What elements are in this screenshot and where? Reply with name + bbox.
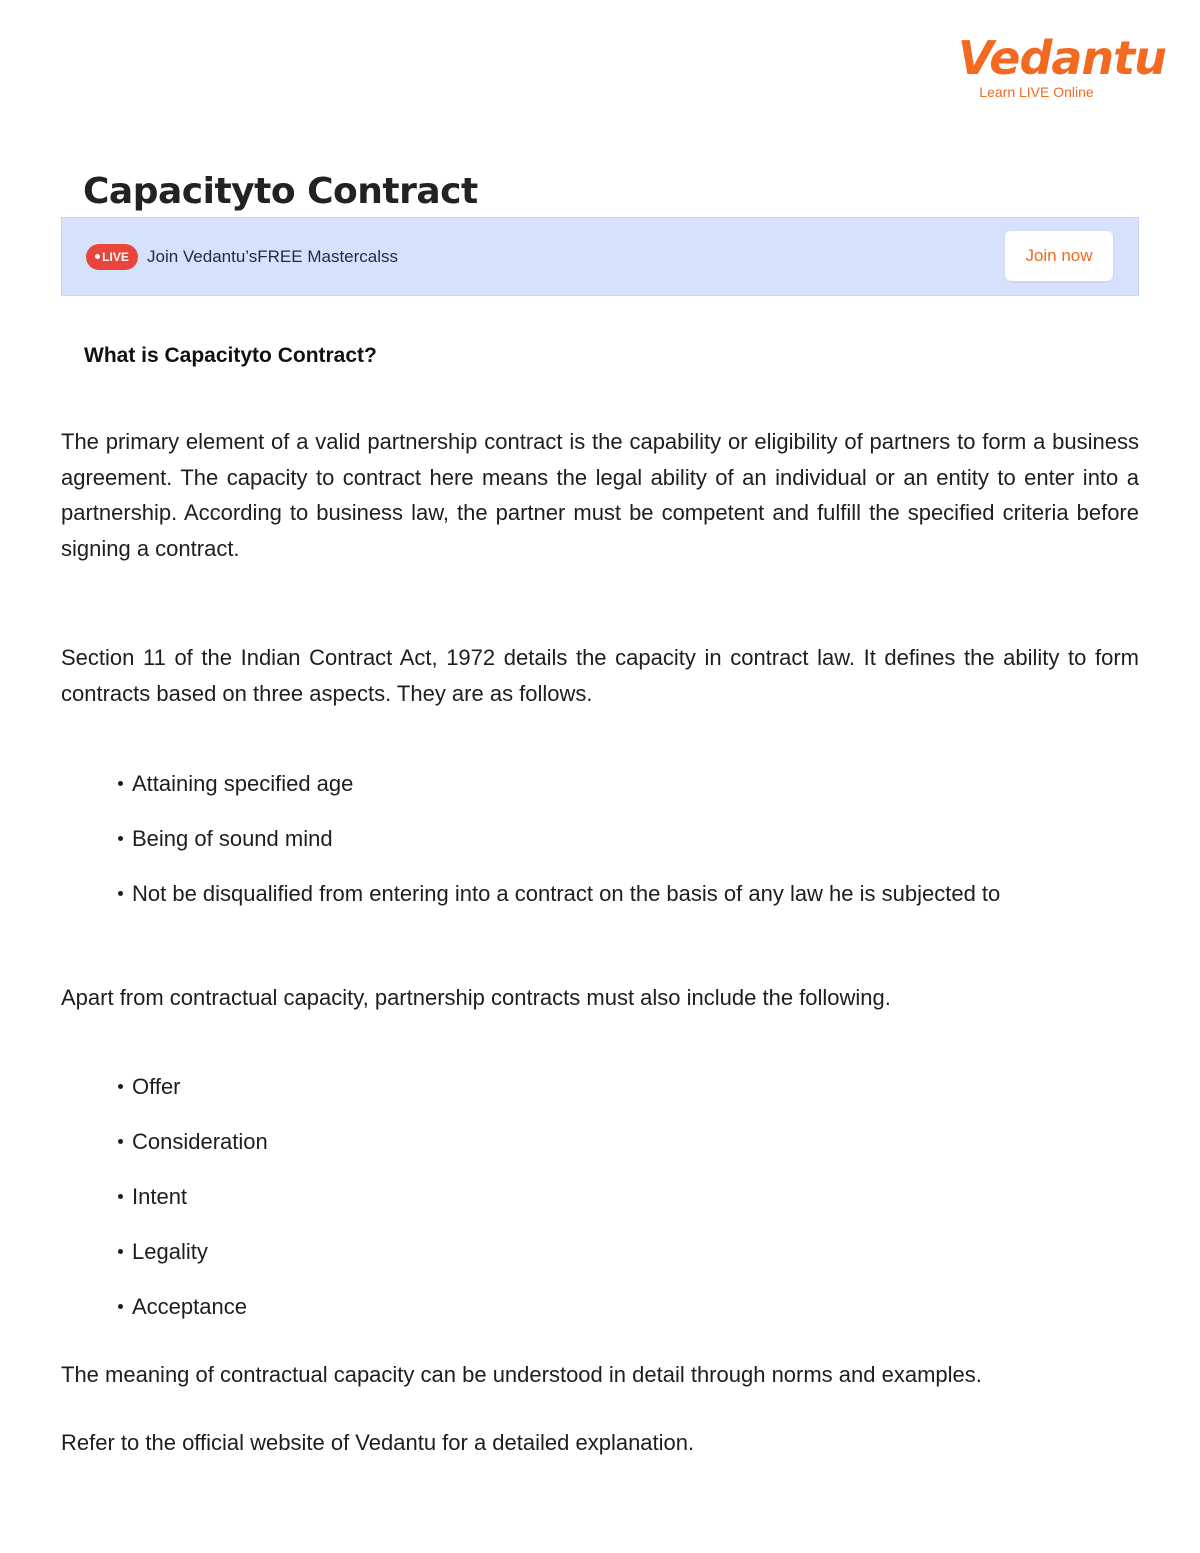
join-now-button[interactable]: Join now [1005,231,1113,281]
list-item-text: Not be disqualified from entering into a contract on the basis of any law he is subjected to [132,881,1001,906]
meaning-paragraph: The meaning of contractual capacity can be understood in detail through norms and examples. [61,1362,982,1387]
list-item-text: Offer [132,1074,181,1099]
banner-text: Join Vedantu’sFREE Mastercalss [147,247,399,266]
list-item-text: Intent [132,1184,188,1209]
list-item-text: Being of sound mind [132,826,333,851]
list-item [116,821,1136,856]
list-item [116,766,1136,801]
list-item [116,876,1136,911]
bullet-icon [118,836,123,841]
list-item-text: Consideration [132,1129,268,1154]
section-heading: What is Capacityto Contract? [84,344,377,367]
live-badge-label: LIVE [102,250,129,264]
bullet-icon [118,781,123,786]
vedantu-logo [958,31,1166,100]
list-item-text: Legality [132,1239,208,1264]
list-item [116,1069,1136,1104]
page-title: Capacityto Contract [83,171,478,212]
bullet-icon [118,1084,123,1089]
intro-paragraph: The primary element of a valid partnership contract is the capability or eligibility of partners to form a business agreement. The capacity to contract here means the legal ability of an individual or an entity to enter into a partnership. According to business law, the partner must be competent and fulfill the specified criteria before signing a contract. [61,429,1139,561]
bullet-icon [118,1194,123,1199]
list-item [116,1179,1136,1214]
list-item [116,1124,1136,1159]
apart-paragraph: Apart from contractual capacity, partnership contracts must also include the following. [61,985,891,1010]
aspects-list [116,766,1136,931]
bullet-icon [118,1304,123,1309]
list-item-text: Acceptance [132,1294,247,1319]
bullet-icon [118,1249,123,1254]
bullet-icon [118,1139,123,1144]
list-item-text: Attaining specified age [132,771,354,796]
logo-tagline: Learn LIVE Online [979,84,1094,100]
refer-paragraph: Refer to the official website of Vedantu for a detailed explanation. [61,1430,695,1455]
live-badge [86,244,138,270]
list-item [116,1289,1136,1324]
section11-paragraph: Section 11 of the Indian Contract Act, 1972 details the capacity in contract law. It defines the ability to form contracts based on three aspects. They are as follows. [61,645,1139,706]
requirements-list [116,1069,1136,1344]
live-dot-icon [95,254,100,259]
logo-wordmark: Vedantu [958,31,1166,85]
masterclass-banner [61,217,1139,296]
bullet-icon [118,891,123,896]
list-item [116,1234,1136,1269]
